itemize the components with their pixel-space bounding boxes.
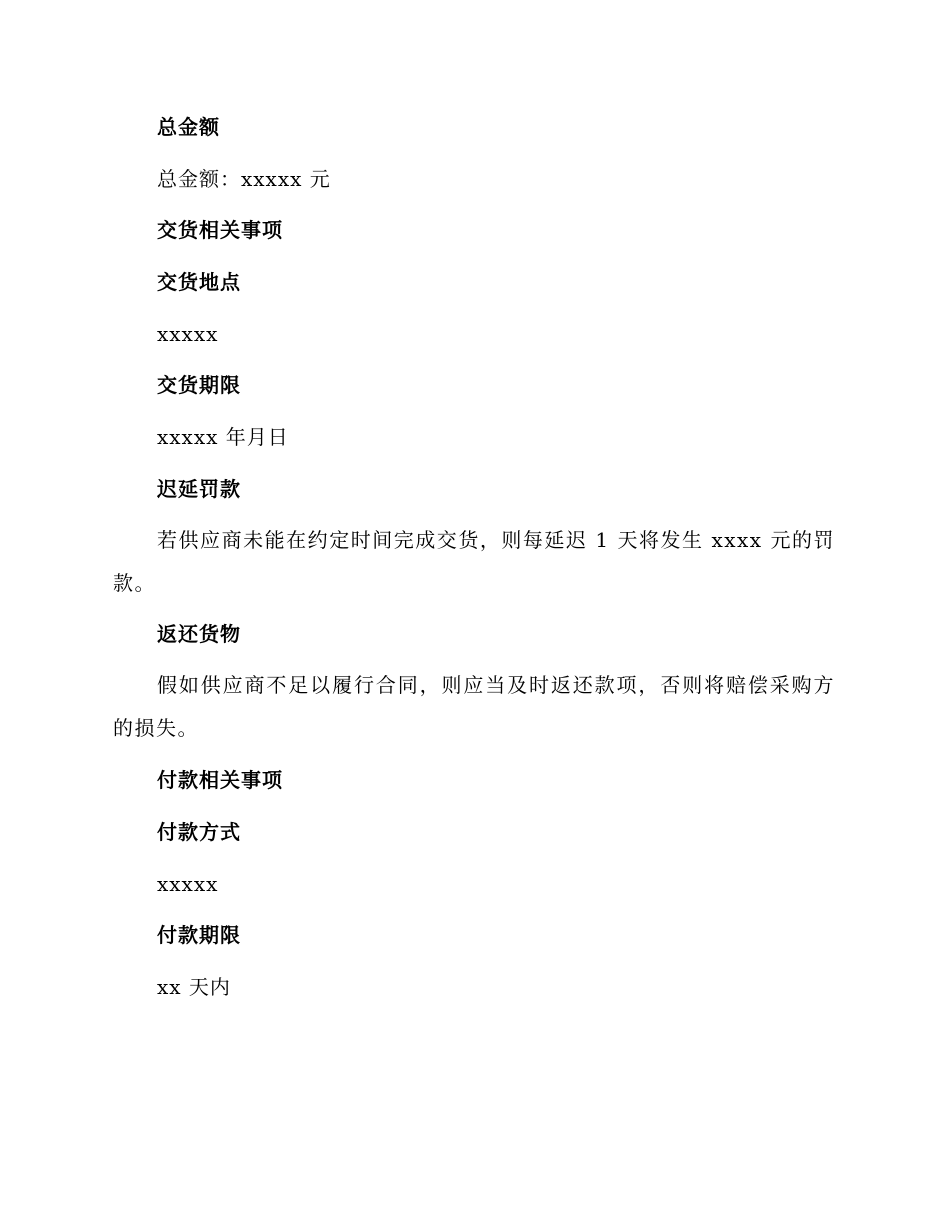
late-penalty-paragraph: 若供应商未能在约定时间完成交货，则每延迟 1 天将发生 xxxx 元的罚款。	[113, 528, 835, 595]
payment-deadline-heading: 付款期限	[157, 923, 241, 947]
return-goods-paragraph: 假如供应商不足以履行合同，则应当及时返还款项，否则将赔偿采购方的损失。	[113, 673, 835, 740]
delivery-place-heading: 交货地点	[157, 270, 241, 294]
total-amount-text: 总金额：xxxxx 元	[157, 167, 331, 191]
payment-method-heading: 付款方式	[157, 820, 241, 844]
payment-deadline-value: xx 天内	[157, 975, 231, 999]
total-amount-heading: 总金额	[157, 115, 220, 139]
delivery-deadline-heading: 交货期限	[157, 373, 241, 397]
return-goods-heading: 返还货物	[157, 622, 241, 646]
payment-heading: 付款相关事项	[157, 768, 283, 792]
delivery-deadline-value: xxxxx 年月日	[157, 425, 289, 449]
delivery-heading: 交货相关事项	[157, 218, 283, 242]
delivery-place-value: xxxxx	[157, 322, 219, 346]
late-penalty-heading: 迟延罚款	[157, 477, 241, 501]
payment-method-value: xxxxx	[157, 872, 219, 896]
